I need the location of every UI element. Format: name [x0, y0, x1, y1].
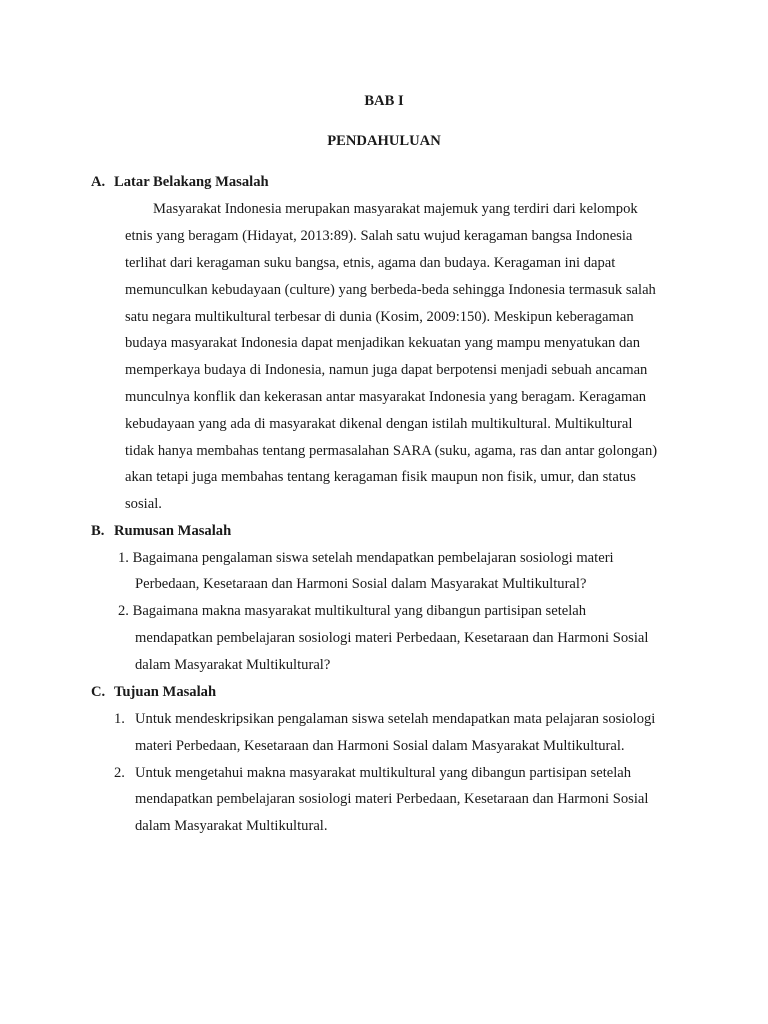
list-item: Untuk mendeskripsikan pengalaman siswa setelah mendapatkan mata pelajaran sosiologi	[135, 711, 656, 727]
chapter-subtitle: PENDAHULUAN	[327, 133, 441, 149]
paragraph-line: kebudayaan yang ada di masyarakat dikenal dengan istilah multikultural. Multikultural	[125, 416, 633, 432]
paragraph-line: akan tetapi juga membahas tentang keragaman fisik maupun non fisik, umur, dan status	[125, 469, 636, 485]
paragraph-line: tidak hanya membahas tentang permasalahan SARA (suku, agama, ras dan antar golongan)	[125, 443, 658, 459]
section-c-heading	[91, 683, 216, 701]
list-number: 2.	[114, 765, 125, 781]
list-item-continuation: Perbedaan, Kesetaraan dan Harmoni Sosial dalam Masyarakat Multikultural?	[135, 576, 587, 592]
section-a-title: Latar Belakang Masalah	[114, 174, 269, 190]
paragraph-line: memunculkan kebudayaan (culture) yang berbeda-beda sehingga Indonesia termasuk salah	[125, 282, 656, 298]
paragraph-line: memperkaya budaya di Indonesia, namun juga dapat berpotensi menjadi sebuah ancaman	[125, 362, 648, 378]
paragraph-line: terlihat dari keragaman suku bangsa, etnis, agama dan budaya. Keragaman ini dapat	[125, 255, 616, 271]
list-item-continuation: dalam Masyarakat Multikultural.	[135, 818, 328, 834]
section-c-title: Tujuan Masalah	[114, 684, 217, 700]
section-b-heading	[91, 522, 231, 540]
paragraph-line: etnis yang beragam (Hidayat, 2013:89). Salah satu wujud keragaman bangsa Indonesia	[125, 228, 633, 244]
list-item-continuation: dalam Masyarakat Multikultural?	[135, 657, 331, 673]
paragraph-line: sosial.	[125, 496, 162, 512]
list-item: 2. Bagaimana makna masyarakat multikultural yang dibangun partisipan setelah	[118, 603, 587, 619]
list-item-continuation: mendapatkan pembelajaran sosiologi materi Perbedaan, Kesetaraan dan Harmoni Sosial	[135, 791, 649, 807]
section-a-label: A.	[91, 174, 106, 190]
paragraph-line: Masyarakat Indonesia merupakan masyarakat majemuk yang terdiri dari kelompok	[153, 201, 638, 217]
list-number: 1.	[114, 711, 125, 727]
section-a-heading	[91, 173, 269, 191]
paragraph-line: satu negara multikultural terbesar di dunia (Kosim, 2009:150). Meskipun keberagaman	[125, 309, 634, 325]
section-c-label: C.	[91, 684, 106, 700]
list-item-continuation: materi Perbedaan, Kesetaraan dan Harmoni Sosial dalam Masyarakat Multikultural.	[135, 738, 625, 754]
paragraph-line: budaya masyarakat Indonesia dapat menjadikan kekuatan yang mampu menyatukan dan	[125, 335, 641, 351]
list-item: Untuk mengetahui makna masyarakat multikultural yang dibangun partisipan setelah	[135, 765, 632, 781]
list-item: 1. Bagaimana pengalaman siswa setelah mendapatkan pembelajaran sosiologi materi	[118, 550, 614, 566]
paragraph-line: munculnya konflik dan kekerasan antar masyarakat Indonesia yang beragam. Keragaman	[125, 389, 647, 405]
list-item-continuation: mendapatkan pembelajaran sosiologi materi Perbedaan, Kesetaraan dan Harmoni Sosial	[135, 630, 649, 646]
chapter-title: BAB I	[364, 93, 404, 109]
section-b-title: Rumusan Masalah	[114, 523, 232, 539]
section-b-label: B.	[91, 523, 105, 539]
